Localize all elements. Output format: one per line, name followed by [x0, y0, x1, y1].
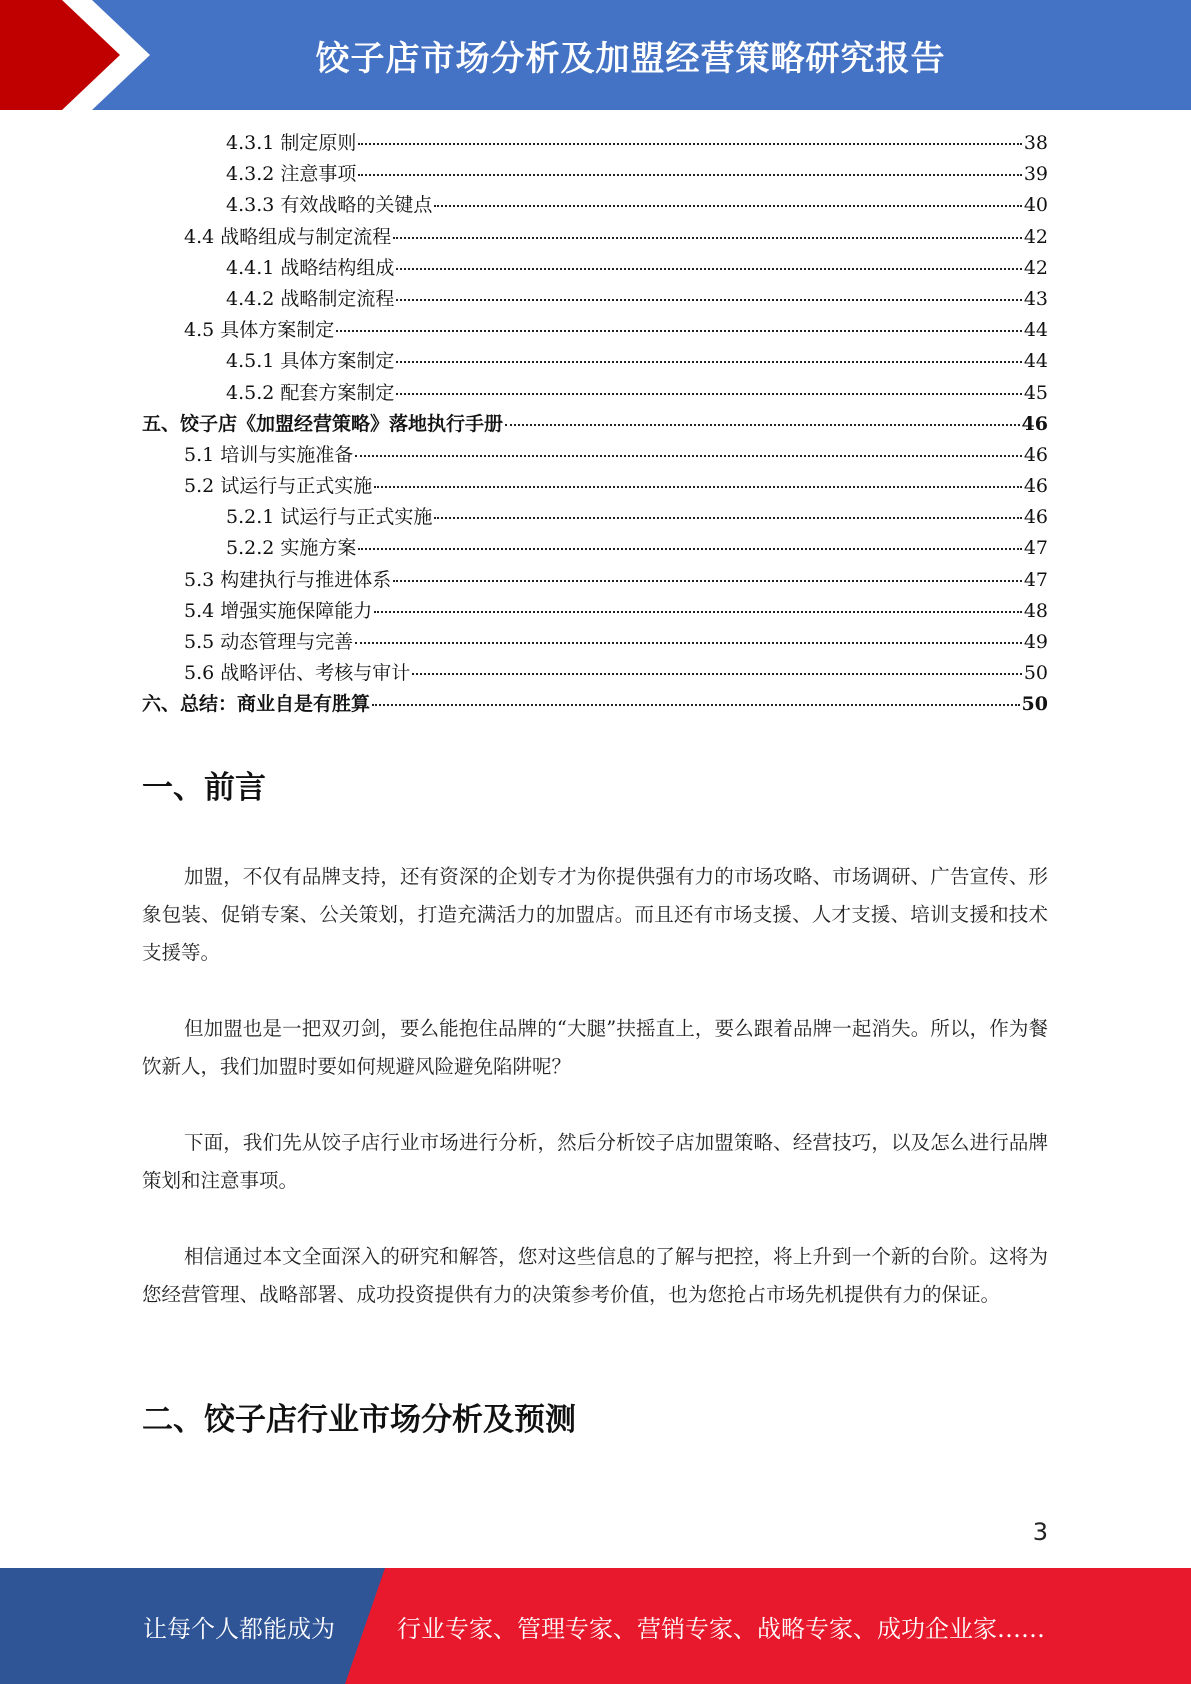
toc-dot-leader — [358, 547, 1021, 550]
toc-entry[interactable] — [142, 658, 1048, 689]
toc-entry-title: 5.1 培训与实施准备 — [184, 443, 354, 466]
document-title: 饺子店市场分析及加盟经营策略研究报告 — [315, 38, 946, 79]
toc-entry-page: 40 — [1023, 194, 1048, 217]
toc-entry[interactable] — [142, 689, 1048, 720]
toc-dot-leader — [412, 672, 1022, 675]
paragraph: 加盟，不仅有品牌支持，还有资深的企划专才为你提供强有力的市场攻略、市场调研、广告宣传、形象包装、促销专案、公关策划，打造充满活力的加盟店。而且还有市场支援、人才支援、培训支援和技术支援等。 — [142, 865, 1048, 964]
paragraph: 相信通过本文全面深入的研究和解答，您对这些信息的了解与把控，将上升到一个新的台阶。这将为您经营管理、战略部署、成功投资提供有力的决策参考价值，也为您抢占市场先机提供有力的保证。 — [142, 1245, 1048, 1306]
toc-entry[interactable] — [142, 627, 1048, 658]
toc-entry-title: 5.4 增强实施保障能力 — [184, 599, 373, 622]
toc-entry-title: 4.5 具体方案制定 — [184, 319, 335, 342]
toc-entry-page: 46 — [1023, 443, 1048, 466]
toc-entry[interactable] — [142, 128, 1048, 159]
toc-entry[interactable] — [142, 190, 1048, 221]
toc-entry-title: 4.3.3 有效战略的关键点 — [226, 194, 433, 217]
paragraph: 下面，我们先从饺子店行业市场进行分析，然后分析饺子店加盟策略、经营技巧，以及怎么进行品牌策划和注意事项。 — [142, 1131, 1048, 1192]
header-chevron-decoration — [0, 0, 160, 110]
toc-dot-leader — [374, 485, 1022, 488]
toc-dot-leader — [396, 360, 1021, 363]
toc-dot-leader — [396, 298, 1021, 301]
footer-slogan-right: 行业专家、管理专家、营销专家、战略专家、成功企业家…… — [397, 1614, 1045, 1643]
toc-entry-title: 4.5.1 具体方案制定 — [226, 350, 395, 373]
toc-entry-title: 4.3.1 制定原则 — [226, 132, 357, 154]
toc-entry-page: 50 — [1021, 693, 1048, 716]
toc-entry[interactable] — [142, 440, 1048, 471]
toc-entry[interactable] — [142, 159, 1048, 190]
toc-dot-leader — [372, 703, 1020, 706]
footer-banner — [0, 1568, 1191, 1684]
toc-entry-title: 5.6 战略评估、考核与审计 — [184, 662, 411, 685]
toc-entry-title: 五、饺子店《加盟经营策略》落地执行手册 — [142, 412, 504, 435]
toc-entry-title: 4.4 战略组成与制定流程 — [184, 225, 392, 248]
page-number: 3 — [1032, 1518, 1048, 1546]
toc-entry-page: 48 — [1023, 599, 1048, 622]
toc-dot-leader — [393, 579, 1022, 582]
toc-entry[interactable] — [142, 346, 1048, 377]
toc-entry-page: 49 — [1023, 631, 1048, 653]
toc-entry-title: 5.2.1 试运行与正式实施 — [226, 506, 433, 529]
toc-entry-page: 46 — [1023, 506, 1048, 529]
toc-entry-title: 4.5.2 配套方案制定 — [226, 381, 395, 404]
toc-entry-page: 44 — [1023, 319, 1048, 342]
toc-dot-leader — [396, 392, 1021, 395]
toc-dot-leader — [355, 641, 1022, 644]
toc-entry-page: 47 — [1023, 537, 1048, 560]
toc-entry-page: 42 — [1023, 225, 1048, 248]
toc-dot-leader — [396, 267, 1021, 270]
toc-entry[interactable] — [142, 253, 1048, 284]
toc-entry[interactable] — [142, 284, 1048, 315]
toc-dot-leader — [505, 423, 1020, 426]
toc-entry-page: 44 — [1023, 350, 1048, 373]
toc-entry[interactable] — [142, 409, 1048, 440]
toc-entry[interactable] — [142, 565, 1048, 596]
header-banner — [0, 0, 1191, 110]
toc-entry-title: 5.3 构建执行与推进体系 — [184, 568, 392, 591]
toc-dot-leader — [358, 173, 1021, 176]
toc-dot-leader — [336, 329, 1022, 332]
toc-entry-title: 六、总结：商业自是有胜算 — [142, 693, 371, 716]
toc-entry[interactable] — [142, 222, 1048, 253]
paragraph: 但加盟也是一把双刃剑，要么能抱住品牌的“大腿”扶摇直上，要么跟着品牌一起消失。所以，作为餐饮新人，我们加盟时要如何规避风险避免陷阱呢？ — [142, 1017, 1048, 1078]
toc-entry-title: 5.2.2 实施方案 — [226, 537, 357, 560]
toc-dot-leader — [434, 204, 1021, 207]
toc-entry-page: 45 — [1023, 381, 1048, 404]
toc-entry-page: 47 — [1023, 568, 1048, 591]
toc-entry-page: 46 — [1023, 475, 1048, 498]
toc-entry-title: 4.4.2 战略制定流程 — [226, 287, 395, 310]
footer-slogan-left: 让每个人都能成为 — [143, 1614, 335, 1643]
toc-entry[interactable] — [142, 378, 1048, 409]
toc-entry[interactable] — [142, 471, 1048, 502]
table-of-contents — [142, 128, 1048, 721]
toc-entry[interactable] — [142, 533, 1048, 564]
section-heading-market-analysis: 二、饺子店行业市场分析及预测 — [142, 1402, 576, 1438]
toc-entry-page: 42 — [1023, 256, 1048, 279]
toc-entry-title: 5.5 动态管理与完善 — [184, 631, 354, 653]
toc-entry-page: 46 — [1021, 412, 1048, 435]
toc-entry[interactable] — [142, 502, 1048, 533]
section-heading-preface: 一、前言 — [142, 770, 266, 806]
toc-dot-leader — [358, 142, 1021, 145]
toc-entry-page: 38 — [1023, 132, 1048, 154]
toc-entry-title: 5.2 试运行与正式实施 — [184, 475, 373, 498]
toc-entry-page: 50 — [1023, 662, 1048, 685]
toc-dot-leader — [355, 454, 1022, 457]
toc-dot-leader — [393, 236, 1022, 239]
toc-entry-page: 39 — [1023, 163, 1048, 186]
toc-entry-title: 4.4.1 战略结构组成 — [226, 256, 395, 279]
toc-entry[interactable] — [142, 315, 1048, 346]
toc-entry-title: 4.3.2 注意事项 — [226, 163, 357, 186]
toc-entry-page: 43 — [1023, 287, 1048, 310]
toc-entry[interactable] — [142, 596, 1048, 627]
toc-dot-leader — [374, 610, 1022, 613]
toc-dot-leader — [434, 516, 1021, 519]
